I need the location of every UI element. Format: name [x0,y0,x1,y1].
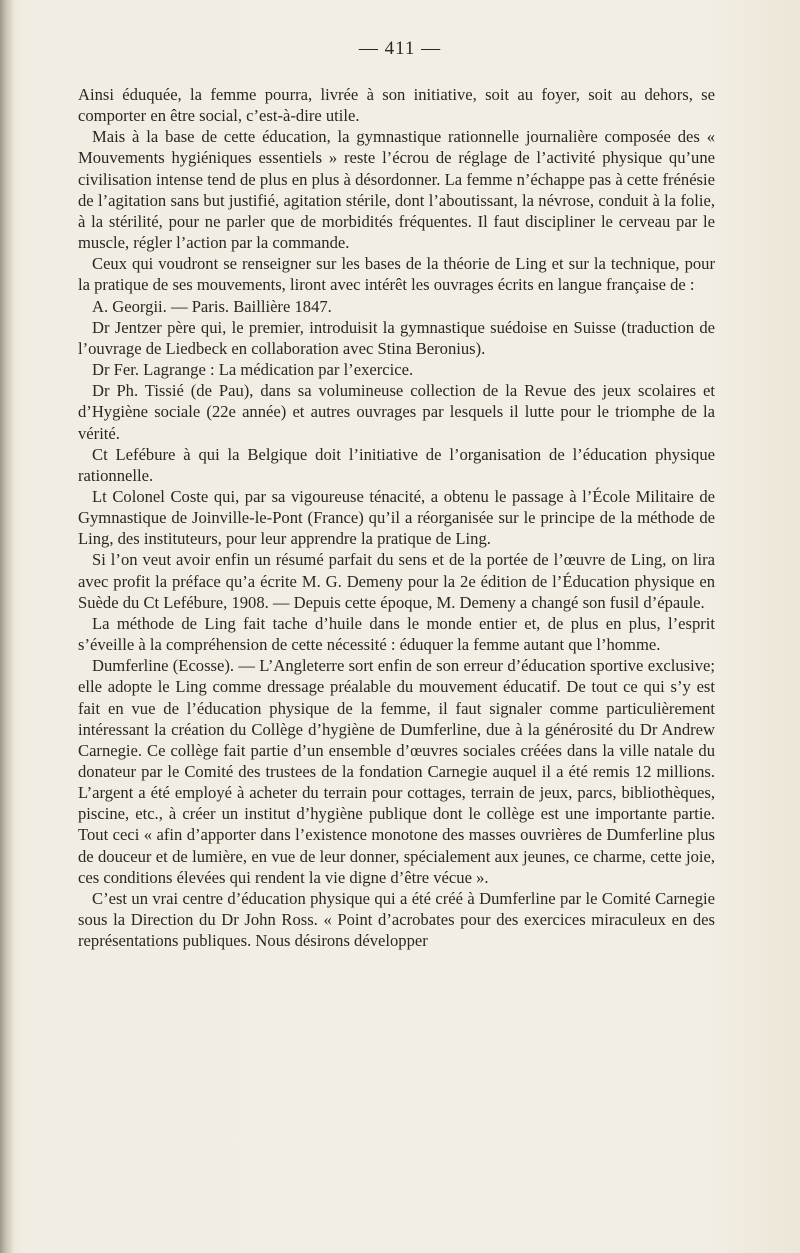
paragraph: C’est un vrai centre d’éducation physique qui a été créé à Dumferline par le Comité Carnegie sous la Direction du Dr John Ross. « Point d’acrobates pour des exercices miraculeux en des représentations publiques. Nous désirons développer [78,888,715,951]
paragraph-dumferline: Dumferline (Ecosse). — L’Angleterre sort enfin de son erreur d’éducation sportive exclusive; elle adopte le Ling comme dressage préalable du mouvement éducatif. De tout ce qui s’y est fait en vue de l’éducation physique de la femme, il faut signaler comme particulièrement intéressant la création du Collège d’hygiène de Dumferline, due à la générosité du Dr Andrew Carnegie. Ce collège fait partie d’un ensemble d’œuvres sociales créées dans la ville natale du donateur par le Comité des trustees de la fondation Carnegie auquel il a été remis 12 millions. L’argent a été employé à acheter du terrain pour cottages, terrain de jeux, parcs, bibliothèques, piscine, etc., à créer un institut d’hygiène publique dont le collège est une importante partie. Tout ceci « afin d’apporter dans l’existence monotone des masses ouvrières de Dumferline plus de douceur et de lumière, en vue de leur donner, spécialement aux jeunes, ce charme, cette joie, ces conditions élevées qui rendent la vie digne d’être vécue ». [78,656,715,887]
paragraph: Ainsi éduquée, la femme pourra, livrée à son initiative, soit au foyer, soit au dehors, se comporter en être social, c’est-à-dire utile. [78,85,715,126]
reference-lefebure: Ct Lefébure à qui la Belgique doit l’initiative de l’organisation de l’éducation physique rationnelle. [78,444,715,485]
paragraph: Si l’on veut avoir enfin un résumé parfait du sens et de la portée de l’œuvre de Ling, on lira avec profit la préface qu’a écrite M. G. Demeny pour la 2e édition de l’Éducation physique en Suède du Ct Lefébure, 1908. — Depuis cette époque, M. Demeny a changé son fusil d’épaule. [78,550,715,612]
reference-tissie: Dr Ph. Tissié (de Pau), dans sa volumineuse collection de la Revue des jeux scolaires et d’Hygiène sociale (22e année) et autres ouvrages par lesquels il lutte pour le triomphe de la vérité. [78,381,715,443]
body-text [78,84,715,951]
page-number: — 411 — [358,38,442,59]
reference-lagrange: Dr Fer. Lagrange : La médication par l’exercice. [92,360,414,380]
page-binding-shadow [0,0,14,1253]
paragraph: La méthode de Ling fait tache d’huile dans le monde entier et, de plus en plus, l’esprit s’éveille à la compréhension de cette nécessité : éduquer la femme autant que l’homme. [78,613,715,655]
reference-coste: Lt Colonel Coste qui, par sa vigoureuse ténacité, a obtenu le passage à l’École Militaire de Gymnastique de Joinville-le-Pont (France) qu’il a réorganisée sur le principe de la méthode de Ling, des instituteurs, pour leur apprendre la pratique de Ling. [78,486,715,549]
paragraph: Ceux qui voudront se renseigner sur les bases de la théorie de Ling et sur la technique, pour la pratique de ses mouvements, liront avec intérêt les ouvrages écrits en langue française de : [78,254,715,295]
paragraph: Mais à la base de cette éducation, la gymnastique rationnelle journalière composée des « Mouvements hygiéniques essentiels » reste l’écrou de réglage de l’activité physique qu’une civilisation intense tend de plus en plus à désordonner. La femme n’échappe pas à cette frénésie de l’agitation sans but justifié, agitation stérile, dont l’aboutissant, la névrose, conduit à la folie, à la stérilité, pour ne parler que de morbidités fréquentes. Il faut discipliner le cerveau par le muscle, régler l’action par la commande. [78,127,715,253]
reference-jentzer: Dr Jentzer père qui, le premier, introduisit la gymnastique suédoise en Suisse (traduction de l’ouvrage de Liedbeck en collaboration avec Stina Beronius). [78,317,715,358]
reference-georgii: A. Georgii. — Paris. Baillière 1847. [92,296,332,316]
